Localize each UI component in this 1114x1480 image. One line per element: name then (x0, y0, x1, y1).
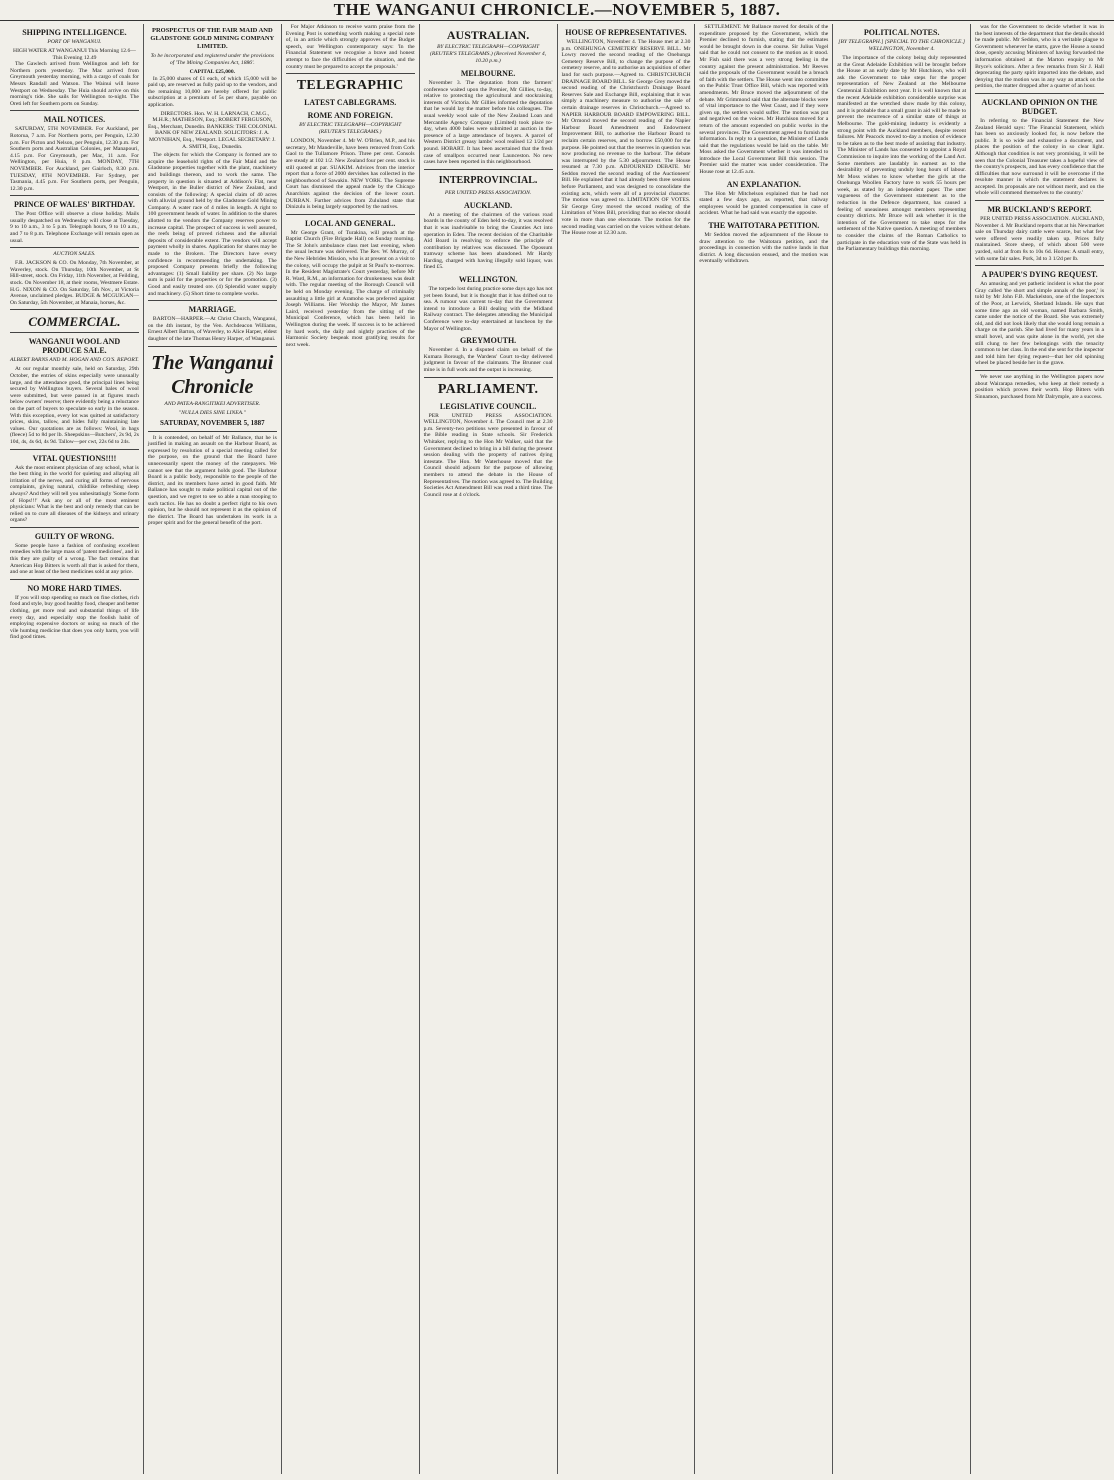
auckland-opinion-text: In referring to the Financial Statement the New Zealand Herald says: 'The Financial Statement, which has been so anxiously looked for, is now before the public. It is so wide and exhaustive a document, and places the position of the colony in so clear light. Although that condition is not very promising, it will be seen that the Colonial Treasurer takes a hopeful view of the country's prospects, and has every confidence that the difficulties that now surround it will be overcome if the resolute manner in which the statement declares is accepted. Its proposals are not without merit, and on the whole will commend themselves to the country.' (975, 117, 1104, 197)
wool-text: At our regular monthly sale, held on Saturday, 29th October, the entries of skins especially were unusually large, and the attendance good, the principal lines being secured by Wellington buyers. Several bales of wool were submitted, but were passed in at figures much below owners' reserve; there evidently being a reluctance on the part of buyers to speculate so early in the season. With this exception, every lot was quitted at satisfactory prices, skins, tallow, and hides fully maintaining late values. Our quotations are as follows: Wool, in bags (fleece) 5d to 8d per lb. Sheepskins—Butchers', 2s 9d, 2s 10d, 4s, 4s 6d, 4s 9d. Tallow—per cwt, 22s 6d to 24s. (10, 366, 139, 445)
explanation-heading: AN EXPLANATION. (726, 179, 801, 189)
column-6 (695, 24, 833, 1474)
divider (975, 200, 1104, 201)
buckland-text: PER UNITED PRESS ASSOCIATION. AUCKLAND, November 4. Mr Buckland reports that at his Newmarket sale on Thursday dairy cattle were scarce, but what few were offered were readily taken up. Prices fully maintained. Store sheep, of which about 500 were yarded, sold at from 8s to 10s 6d. Horses: A small entry, with some fair sales. Pork, 3d to 3 1/2d per lb. (975, 216, 1104, 262)
shipping-heading: SHIPPING INTELLIGENCE. (22, 28, 127, 37)
column-5 (558, 24, 696, 1474)
political-notes-source: [BY TELEGRAPH.] [SPECIAL TO THE CHRONICLE.] WELLINGTON, November 4. (838, 39, 966, 52)
divider (10, 579, 139, 580)
divider (10, 332, 139, 333)
divider (10, 247, 139, 248)
local-general-heading: LOCAL AND GENERAL. (304, 218, 396, 228)
commercial-heading: COMMERCIAL. (28, 314, 121, 330)
auckland-opinion-heading: AUCKLAND OPINION ON THE BUDGET. (981, 97, 1098, 116)
tide-text: HIGH WATER AT WANGANUI This Morning 12.6—This Evening 12.49 (13, 48, 136, 61)
wellington-heading: WELLINGTON. (458, 275, 518, 285)
auckland-text: At a meeting of the chairmen of the various road boards in the county of Eden held to-day, it was resolved that it was inadvisable to bring the Counties Act into operation in Eden. The recent decision of the Charitable Aid Board in resolving to enforce the principle of contribution by relatives was discussed. The Opossum tramway scheme has been abandoned. Mr Hardy Harding, charged with having illegally sold liquor, was fined £5. (423, 211, 553, 271)
australian-source: BY ELECTRIC TELEGRAPH—COPYRIGHT (REUTER'S TELEGRAMS.) (Received November 4, 10.20 p.m.) (429, 44, 547, 64)
rome-foreign-heading: ROME AND FOREIGN. (307, 111, 393, 121)
divider (975, 265, 1104, 266)
divider (975, 93, 1104, 94)
divider (148, 300, 277, 301)
marriage-text: BARTON—HARPER.—At Christ Church, Wanganui, on the 4th instant, by the Ven. Archdeacon Williams, Ernest Albert Barton, of Waverley, to Alice Harper, eldest daughter of the late Thomas Henry Harper, of Wanganui. (147, 316, 277, 342)
auction-heading: AUCTION SALES. (53, 251, 96, 258)
australian-text: November 3. The deputation from the farmers' conference waited upon the Premier, Mr Gillies, to-day, relative to protecting the agricultural and stockraising interests of Victoria. Mr Gillies informed the deputation that he would lay the matter before his colleagues. The usual weekly wool sale of the New Zealand Loan and Mercantile Agency Company (Limited) took place to-day, when 4000 bales were submitted at auction in the presence of a large attendance of buyers. A parcel of Western District greasy lambs' wool realised 12 1/2d per pound. HOBART. It has been ascertained that the fresh case of smallpox occurred near Launceston. No new cases have been reported in this neighbourhood. (423, 80, 553, 166)
issue-date: SATURDAY, NOVEMBER 5, 1887 (160, 418, 265, 427)
column-7 (833, 24, 971, 1474)
house-text: WELLINGTON, November 4. The House met at 2.30 p.m. ONEHUNGA CEMETERY RESERVE BILL. Mr Lowry moved the second reading of the Onehunga Cemetery Reserve Bill, to change the purpose of the cemetery reserve, and to authorise an acquisition of other land for such purpose.—Agreed to. CHRISTCHURCH DRAINAGE BOARD BILL. Sir George Grey moved the second reading of the Christchurch Drainage Board Reserves Sale and Exchange Bill, explaining that it was simply a machinery measure to authorise the sale of certain drainage reserves in Christchurch.—Agreed to. NAPIER HARBOUR BOARD EMPOWERING BILL. Mr Ormond moved the second reading of the Napier Harbour Board Amendment and Endowment Improvement Bill, to authorise the Harbour Board to reclaim certain reserves, and to borrow £50,000 for the purpose. He pointed out that the reserves in question was now producing no revenue to the harbour. The debate was interrupted by the 5.30 adjournment. The House resumed at 7.30 p.m. ADJOURNED DEBATE. Mr Seddon moved the second reading of the Auctioneers' Bill. He explained that it had already been three sessions before Parliament, and was designed to consolidate the existing acts, which were all of a provincial character. The motion was agreed to. LIMITATION OF VOTES. Sir George Grey moved the second reading of the Limitation of Votes Bill, providing that no elector should vote in more than one electorate. The motion for the second reading was carried on the voices without debate. The House rose at 12.30 a.m. (561, 39, 691, 237)
political-notes-text: The importance of the colony being duly represented at the Great Adelaide Exhibition will be brought before the House at an early date by Mr Hutchison, who will ask the Government to take steps for the proper representation of New Zealand at the Melbourne Centennial Exhibition next year. It is well known that at the recent Adelaide exhibition considerable surprise was manifested at the wretched show made by this colony, and it is probable that a small grant in aid will be made to prevent the recurrence of a similar state of things at Melbourne. The gold-mining industry is evidently a strong point with the Auckland members, despite recent failures. Mr Peacock moved to-day a motion of evidence to be taken as to the best mode of assisting that industry. The Minister of Lands has consented to appoint a Royal Commission to inquire into the working of the Land Act. Some members are laudably in earnest as to the desirability of preventing unduly long hours of labour. Mr Moss wishes to know whether the girls at the Onehunga Woollen Factory have to work 55 hours per week, as stated by an independent paper. The utter vagueness of the Government statement as to the reduction in the Defence department, has caused a feeling of uneasiness amongst members representing country districts. Mr Bruce will ask whether it is the intention of the Government to take steps for the settlement of the Native question. A meeting of members to consider the claims of the Roman Catholics to participate in the education vote of the State was held in the Parliamentary buildings this morning. (837, 55, 967, 253)
melbourne-heading: MELBOURNE. (460, 69, 516, 78)
house-continued-text: SETTLEMENT. Mr Ballance moved for details of the expenditure proposed by the Government, which the Premier declined to furnish, stating that the estimates would be brought down in due course. Sir Julius Vogel said that he could not consent to the motion as it stood. Mr Fish said there was a very strong feeling in the country against the present administration. Mr Reeves said the proposals of the Government would be a breach of faith with the settlers. The House went into committee on the Public Trust Office Bill, which was reported with amendments. Mr Bruce moved the adjournment of the debate. Mr Grimmond said that the alternate blocks were of vital importance to the West Coast, and if they were given up, the settlers would suffer. The motion was put and negatived on the voices. Mr Hutchison moved for a return of the amount expended on public works in the several provinces. The Government agreed to furnish the information. In reply to a question, the Minister of Lands said that the regulations would be laid on the table. Mr Moss asked the Government whether it was intended to introduce the Local Government Bill this session. The Premier said the matter was under consideration. The House rose at 12.45 a.m. (699, 24, 829, 176)
wool-heading: WANGANUI WOOL AND PRODUCE SALE. (28, 337, 121, 356)
divider (424, 377, 553, 378)
divider (286, 214, 415, 215)
house-heading: HOUSE OF REPRESENTATIVES. (565, 28, 687, 37)
column-8 (971, 24, 1108, 1474)
divider (975, 370, 1104, 371)
prospectus-heading: PROSPECTUS OF THE FAIR MAID AND GLADSTONE GOLD MINING COMPANY LIMITED. (150, 27, 275, 50)
column-1 (6, 24, 144, 1474)
prospectus-body: The objects for which the Company is formed are to acquire the leasehold rights of the Fair Maid and the Gladstone properties together with the plant, machinery and buildings thereon, and to work the same. The property in question is situated at Addison's Flat, near Westport, in the Buller district of New Zealand, and consists of the following: A special claim of 40 acres with alluvial ground held by the Gladstone Gold Mining Company. A water race of 4 miles in length. A right to 100 government heads of water. In addition to the shares allotted to the vendors the Company reserves power to increase capital. The prospect of success is well assured, the reefs being of proved richness and the alluvial deposits of considerable extent. The vendors will accept payment wholly in shares. Application for shares may be made to the Brokers. The Directors have every confidence in recommending the undertaking. The proposed Company presents briefly the following advantages: (1) Small liability per share. (2) No large sum is paid for the properties or for the promotion. (3) Good and easily treated ore. (4) Splendid water supply and machinery. (5) Short time to complete works. (147, 152, 277, 297)
prospectus-subheading: To be incorporated and registered under the provisions of 'The Mining Companies Act, 1886'. (150, 53, 274, 66)
guilty-heading: GUILTY OF WRONG. (34, 531, 115, 541)
cable-source: BY ELECTRIC TELEGRAPH—COPYRIGHT (REUTER'S TELEGRAMS.) (299, 122, 402, 136)
hard-times-heading: NO MORE HARD TIMES. (27, 583, 122, 593)
shipping-text: The Gawlech arrived from Wellington and left for Northern ports yesterday. The Mac arrived from Greymouth yesterday morning, with a cargo of coals for Messrs Randall and Watson. The Wainui will leave Westport on Wednesday. The Huia should arrive on this morning's tide. She sails for Wellington to-night. The Oreti left for Southern ports on Sunday. (10, 61, 139, 107)
budget-intro-text: For Major Atkinson to receive warm praise from the Evening Post is something worth making a special note of, in an article which strongly approves of the Budget speech, our Wellington contemporary says: 'In the Financial Statement we recognise a brave and honest attempt to face the difficulties of the situation, and the country must be prepared to accept the proposals.' (285, 24, 415, 70)
hard-times-text: If you will stop spending so much on fine clothes, rich food and style, buy good healthy food, cheaper and better clothing, get more real and substantial things of life every day, and especially stop the foolish habit of employing expensive doctors or using so much of the vile humbug medicine that does you only harm, you will find good times. (10, 594, 139, 641)
newspaper-title: The Wanganui Chronicle (151, 351, 274, 398)
political-continued-text: was for the Government to decide whether it was in the best interests of the department that the details should be made public. Mr Seddon, who is a veritable plague to Government whenever he starts, gave the House a sound dose, openly accusing Ministers of having forwarded the information obtained at the Marton enquiry to Mr Bryce's solicitors. After a few remarks from Sir J. Hall deprecating the party spirit imported into the debate, and denying that the motion was in any way an attack on the petition, the matter dropped after a quarter of an hour. (975, 24, 1104, 90)
newspaper-columns (6, 24, 1108, 1474)
petition-heading: THE WAITOTARA PETITION. (708, 221, 820, 231)
intercolonial-heading: INTERPROVINCIAL. (438, 174, 538, 186)
buckland-heading: MR BUCKLAND'S REPORT. (987, 205, 1092, 215)
hops-advert-text: We never use anything in the Wellington papers now about Wairarapa remedies, who keep at their remedy a position which proves their worth. Hop Bitters with Sinnamon, purchased from Mr Dalrymple, are a success. (975, 373, 1104, 400)
newspaper-motto: "NULLA DIES SINE LINEA." (178, 409, 246, 416)
petition-text: Mr Seddon moved the adjournment of the House to draw attention to the Waitotara petition, and the proceedings in connection with the native lands in that district. A long discussion ensued, and the motion was eventually withdrawn. (699, 232, 829, 265)
divider (424, 169, 553, 170)
greymouth-heading: GREYMOUTH. (459, 336, 517, 346)
leader-text: It is contended, on behalf of Mr Ballance, that he is justified in making an assault on the Harbour Board, as expressed by resolution of a special meeting called for the purpose, on the ground that the Board have unnecessarily spent the money of the ratepayers. We cannot see that the argument holds good. The Harbour Board is a public body, responsible to the people of the district, and its members have acted in good faith. Mr Ballance has sought to make political capital out of the question, and we regret to see so able a man stooping to such tactics. He has no doubt a perfect right to his own opinion, but he should not represent it as the opinion of the district. The Board has undertaken its work in a proper spirit and for the general benefit of the port. (147, 434, 277, 527)
prospectus-text: In 25,000 shares of £1 each, of which 15,000 will be paid up, are reserved as fully paid up to the vendors, and the remaining 10,000 are hereby offered for public subscription at a premium of 5s per share, payable on application. (147, 75, 277, 108)
capital-text: CAPITAL £25,000. (189, 69, 236, 75)
divider (148, 431, 277, 432)
column-2 (144, 24, 282, 1474)
column-4 (420, 24, 558, 1474)
newspaper-tagline: AND PATEA-RANGITIKEI ADVERTISER. (164, 400, 261, 407)
mail-text: SATURDAY, 5TH NOVEMBER. For Auckland, per Rotorua, 7 a.m. For Northern ports, per Penguin, 12.30 p.m. For Picton and Nelson, per Penguin, 12.30 p.m. For Southern ports and Australian Colonies, per Manapouri, 4.15 p.m. For Greymouth, per Mac, 11 a.m. For Wellington, per Huia, 8 p.m. MONDAY, 7TH NOVEMBER. For Auckland, per Gairloch, 8.30 p.m. TUESDAY, 8TH NOVEMBER. For Sydney, per Tasmania, 4.45 p.m. For Southern ports, per Penguin, 12.30 p.m. (10, 126, 139, 192)
cable-text: LONDON, November 4. Mr W. O'Brien, M.P., and his secretary, Mr Mandeville, have been removed from Cork Gaol to the Tullamore Prison. Three per cent. Consols are steady at 102 1/2. New Zealand four per cent. stock is still quoted at par. SUAKIM. Advices from the interior report that a force of 2000 dervishes has collected in the neighbourhood of Sawakin. NEW YORK. The Supreme Court has dismissed the appeal made by the Chicago Anarchists against the decision of the lower court. DURBAN. Further advices from Zululand state that Dinizulu is being largely supported by the natives. (285, 138, 415, 211)
greymouth-text: November 4. In a disputed claim on behalf of the Kumara Borough, the Wardens' Court to-day delivered judgment in favour of the claimants. The Brunner coal mine is in full work and the output is increasing. (423, 347, 553, 373)
pauper-heading: A PAUPER'S DYING REQUEST. (981, 270, 1098, 280)
divider (10, 527, 139, 528)
divider (10, 309, 139, 310)
marriage-heading: MARRIAGE. (188, 305, 236, 315)
divider (10, 449, 139, 450)
legislative-council-heading: LEGISLATIVE COUNCIL. (439, 401, 537, 411)
divider (286, 73, 415, 74)
divider (10, 110, 139, 111)
vital-text: Ask the most eminent physician of any school, what is the best thing in the world for quieting and allaying all irritation of the nerves, and curing all forms of nervous complaints, giving natural, childlike refreshing sleep always? And they will tell you unhesitatingly 'Some form of Hops!!!' Ask any or all of the most eminent physicians: What is the best and only remedy that can be relied on to cure all diseases of the kidneys and urinary organs? (10, 464, 139, 524)
parliament-heading: PARLIAMENT. (437, 381, 539, 397)
masthead-title: THE WANGANUI CHRONICLE.—NOVEMBER 5, 1887. (333, 0, 781, 19)
wool-subheading: ALBERT BARNS AND M. HOGAN AND CO'S. REPORT. (10, 357, 139, 364)
auckland-heading: AUCKLAND. (463, 200, 513, 210)
legislative-council-text: PER UNITED PRESS ASSOCIATION. WELLINGTON, November 4. The Council met at 2.30 p.m. Seventy-two petitions were presented in favour of the Bible reading in State schools. Sir Frederick Whitaker, replying to the Hon Mr Walker, said that the Government declined to bring in a bill during the present session dealing with the property of natives dying intestate. The Hon. Mr Waterhouse moved that the Council should adjourn for the purpose of allowing members to attend the debate in the House of Representatives. The motion was agreed to. The Building Societies Act Amendment Bill was read a third time. The Council rose at 4 o'clock. (423, 412, 553, 498)
holiday-heading: PRINCE OF WALES' BIRTHDAY. (13, 200, 135, 210)
vital-heading: VITAL QUESTIONS!!!! (32, 453, 117, 463)
mail-heading: MAIL NOTICES. (43, 115, 106, 125)
australian-heading: AUSTRALIAN. (446, 28, 530, 42)
auction-text: F.R. JACKSON & CO. On Monday, 7th November, at Waverley, stock. On Thursday, 10th November, at St Hill-street, stock. On Friday, 11th November, at Feilding, stock. On November 18, at their rooms, Westmere Estate. H.G. NIXON & CO. On Saturday, 5th Nov., at Victoria Avenue, unclaimed pledges. BUDGE & MCGUIGAN—On Saturday, 5th November, at Manaia, horses, &c. (10, 260, 139, 306)
political-notes-heading: POLITICAL NOTES. (863, 28, 940, 37)
port-heading: PORT OF WANGANUI. (47, 39, 102, 45)
masthead (0, 0, 1114, 21)
latest-cablegrams-heading: LATEST CABLEGRAMS. (304, 98, 397, 108)
local-general-text: Mr George Grant, of Turakina, will preach at the Baptist Church (Fire Brigade Hall) on Sunday morning. The St John's ambulance class met last evening, when the usual lecture was delivered. The Rev. W. Murray, of the New Hebrides Mission, who is at present on a visit to the colony, will occupy the pulpit at St Paul's to-morrow. In the Resident Magistrate's Court yesterday, before Mr R. Ward, R.M., an information for drunkenness was dealt with. The regular meeting of the Borough Council will be held on Monday evening. The charge of criminally assaulting a little girl at Aramoho was preferred against Joseph Williams. Her Worship the Mayor, Mr James Laird, received yesterday from the sitting of the Municipal Conference, which has been held in Wellington during the week. If success is to be achieved by hard work, the daily and nightly practices of the Harmonic Society bespeak most gratifying results for next week. (285, 229, 415, 348)
telegraphic-heading: TELEGRAPHIC (296, 78, 404, 94)
guilty-text: Some people have a fashion of confusing excellent remedies with the large mass of 'patent medicines', and in this they are guilty of a wrong. The fact remains that American Hop Bitters is worth all that is asked for them, and one at least of the best medicines sold at any price. (10, 542, 139, 576)
explanation-text: The Hon Mr Mitchelson explained that he had not stated a few days ago, as reported, that railway employees would be granted compensation in case of accident. What he had said was exactly the opposite. (699, 190, 829, 217)
wellington-text: The torpedo lost during practice some days ago has not yet been found, but it is thought that it has drifted out to sea. A rumour was current to-day that the Government intend to introduce a Bill dealing with the Midland Railway contract. The delegates attending the Municipal Conference were to-day entertained at luncheon by the Mayor of Wellington. (423, 286, 553, 332)
holiday-text: The Post Office will observe a close holiday. Mails usually despatched on Wednesday will close at Tuesday, 9 to 10 a.m., 3 to 5 p.m. Telegraph hours, 9 to 10 a.m., and 7 to 8 p.m. Telephone Exchange will remain open as usual. (10, 211, 139, 244)
intercolonial-source: PER UNITED PRESS ASSOCIATION. (444, 189, 532, 196)
pauper-text: An amusing and yet pathetic incident is what the poor Gray called 'the short and simple annals of the poor,' is told by Mr John F.B. Mackelston, one of the Inspectors of the Poor, at Lerwick, Shetland Islands. He says that some time ago an old woman, named Barbara Smith, came under the notice of the Board. She was extremely old, and did not look likely that she would long remain a charge on the parish. She had lived for many years in a small hovel, and was quite alone in the world, yet she still clung to her few belongings with the tenacity common to her class. In the end she sent for the inspector and told him her dying request—that her old spinning wheel be placed beside her in the grave. (975, 281, 1104, 367)
directors-text: DIRECTORS. Hon. W. H. LARNACH, C.M.G., M.H.R.; MATHESON, Esq.; ROBERT FERGUSON, Esq., Merchant, Dunedin. BANKERS: THE COLONIAL BANK OF NEW ZEALAND. SOLICITORS: J. A. MOYNIHAN, Esq., Westport. LEGAL SECRETARY: J. A. SMITH, Esq., Dunedin. (147, 110, 277, 150)
divider (10, 195, 139, 196)
column-3 (282, 24, 420, 1474)
divider (148, 346, 277, 347)
